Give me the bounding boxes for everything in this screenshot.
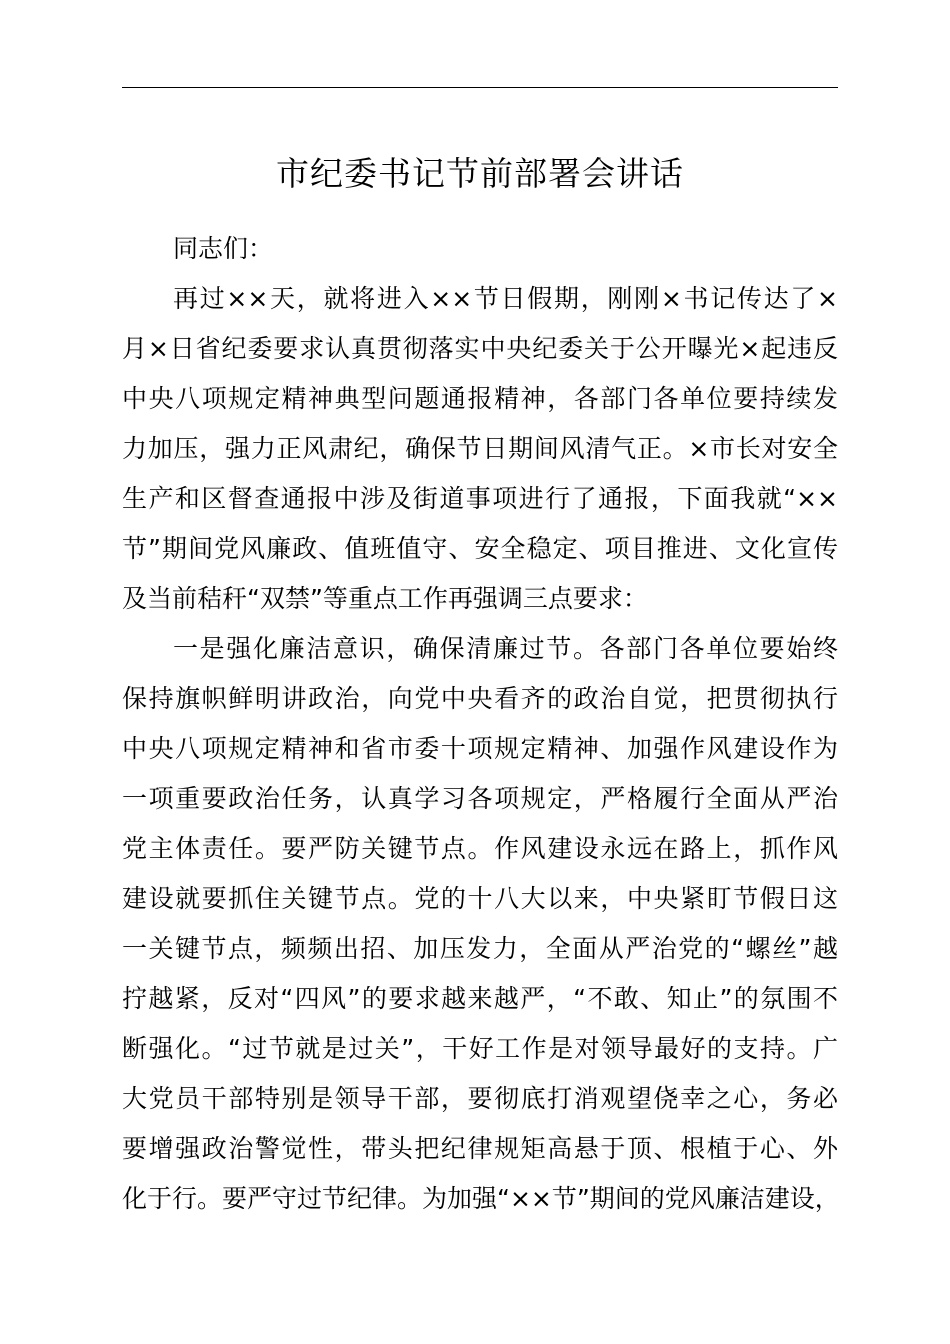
paragraph-line: 月×日省纪委要求认真贯彻落实中央纪委关于公开曝光×起违反 <box>122 334 838 363</box>
document-body <box>122 224 838 1224</box>
paragraph-line: 断强化。“过节就是过关”，干好工作是对领导最好的支持。广 <box>122 1034 838 1063</box>
paragraph-line: 再过××天，就将进入××节日假期，刚刚×书记传达了× <box>173 284 838 313</box>
paragraph-line: 及当前秸秆“双禁”等重点工作再强调三点要求： <box>122 584 648 613</box>
page-title: 市纪委书记节前部署会讲话 <box>276 154 684 193</box>
paragraph-line: 力加压，强力正风肃纪，确保节日期间风清气正。×市长对安全 <box>122 434 838 463</box>
paragraph-line: 拧越紧，反对“四风”的要求越来越严，“不敢、知止”的氛围不 <box>122 984 838 1013</box>
paragraph-line: 中央八项规定精神和省市委十项规定精神、加强作风建设作为 <box>122 734 838 763</box>
paragraph-line: 大党员干部特别是领导干部，要彻底打消观望侥幸之心，务必 <box>122 1084 838 1113</box>
salutation: 同志们： <box>173 234 274 263</box>
paragraph-line: 生产和区督查通报中涉及街道事项进行了通报，下面我就“×× <box>122 484 838 513</box>
paragraph-line: 党主体责任。要严防关键节点。作风建设永远在路上，抓作风 <box>122 834 838 863</box>
paragraph-line: 建设就要抓住关键节点。党的十八大以来，中央紧盯节假日这 <box>122 884 838 913</box>
paragraph-line: 一是强化廉洁意识，确保清廉过节。各部门各单位要始终 <box>173 634 838 663</box>
header-rule <box>122 87 838 88</box>
paragraph-line: 化于行。要严守过节纪律。为加强“××节”期间的党风廉洁建设， <box>122 1184 840 1213</box>
paragraph-line: 一项重要政治任务，认真学习各项规定，严格履行全面从严治 <box>122 784 838 813</box>
paragraph-line: 一关键节点，频频出招、加压发力，全面从严治党的“螺丝”越 <box>122 934 838 963</box>
paragraph-line: 要增强政治警觉性，带头把纪律规矩高悬于顶、根植于心、外 <box>122 1134 838 1163</box>
paragraph-line: 中央八项规定精神典型问题通报精神，各部门各单位要持续发 <box>122 384 838 413</box>
paragraph-line: 节”期间党风廉政、值班值守、安全稳定、项目推进、文化宣传 <box>122 534 838 563</box>
paragraph-line: 保持旗帜鲜明讲政治，向党中央看齐的政治自觉，把贯彻执行 <box>122 684 838 713</box>
